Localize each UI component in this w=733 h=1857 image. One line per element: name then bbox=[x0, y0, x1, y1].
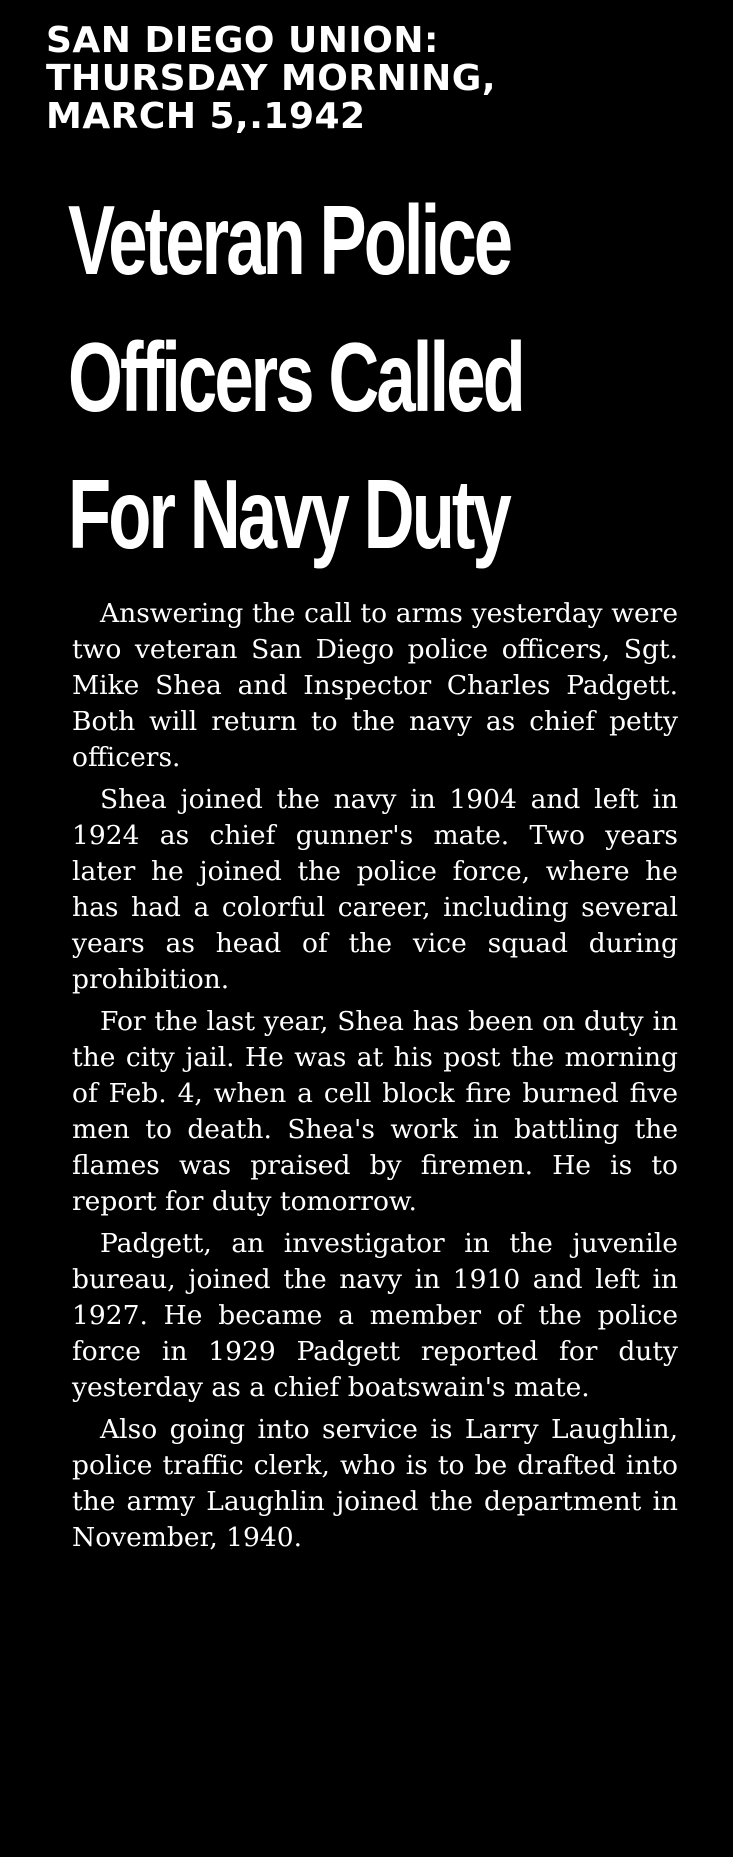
article-paragraph-3: For the last year, Shea has been on duty in the city jail. He was at his post the morning of Feb. 4, when a cell block fire burned five men to death. Shea's work in battling the flames was praised by firemen. He is to report for duty tomorrow. bbox=[72, 1006, 678, 1217]
article-paragraph-4: Padgett, an investigator in the juvenile bureau, joined the navy in 1910 and left in 1927. He became a member of the police force in 1929 Padgett reported for duty yesterday as a chief boatswain's mate. bbox=[72, 1228, 678, 1403]
dateline-publication: SAN DIEGO UNION: bbox=[46, 20, 439, 61]
dateline bbox=[46, 22, 686, 136]
headline-line-2: Officers Called bbox=[68, 322, 523, 432]
article-paragraph-2: Shea joined the navy in 1904 and left in 1924 as chief gunner's mate. Two years later he joined the police force, where he has had a colorful career, including several years as head of the vice squad during prohibition. bbox=[72, 784, 678, 995]
dateline-day: THURSDAY MORNING, bbox=[46, 58, 496, 99]
dateline-date: MARCH 5,.1942 bbox=[46, 96, 366, 137]
article-paragraph-5: Also going into service is Larry Laughlin, police traffic clerk, who is to be drafted into the army Laughlin joined the department in November, 1940. bbox=[72, 1414, 678, 1553]
headline-line-1: Veteran Police bbox=[68, 185, 511, 295]
article-paragraph-1: Answering the call to arms yesterday were two veteran San Diego police officers, Sgt. Mike Shea and Inspector Charles Padgett. Both will return to the navy as chief petty officers. bbox=[72, 598, 678, 773]
article-body bbox=[72, 596, 678, 1562]
headline bbox=[68, 172, 536, 583]
headline-line-3: For Navy Duty bbox=[68, 459, 509, 569]
